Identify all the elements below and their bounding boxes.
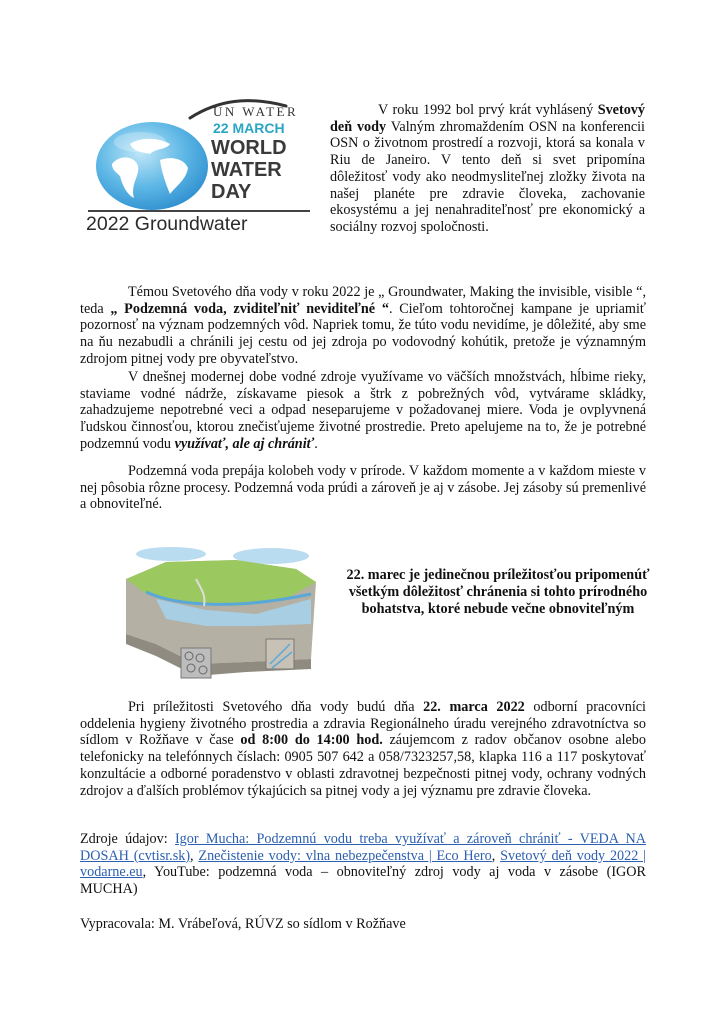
event-rest: záujemcom z radov občanov osobne alebo telefonicky na telefónnych číslach: 0905 507 642 a 058/7323257,58, klapka 116 a 117 poskytovať konzultácie a odborné poradenstvo v oblasti zdravotnej bezpečnosti pitnej vody, ochrany vodných zdrojov a ďalších problémov týkajúcich sa pitnej vody a jej významu pre zdravie človeka. <box>80 732 646 799</box>
logo-divider <box>88 210 310 212</box>
logo-day: DAY <box>211 181 252 203</box>
logo-world: WORLD <box>211 137 287 159</box>
source-link-eco-hero[interactable]: Znečistenie vody: vlna nebezpečenstva | Eco Hero <box>198 847 492 864</box>
logo-subtitle: 2022 Groundwater <box>86 213 248 235</box>
separator: , <box>190 847 199 864</box>
logo-water: WATER <box>211 159 282 181</box>
intro-lead: V roku 1992 bol prvý krát vyhlásený <box>378 102 598 118</box>
theme-paragraph <box>80 284 646 368</box>
logo-un-water: UN WATER <box>213 104 299 119</box>
author-line: Vypracovala: M. Vrábeľová, RÚVZ so sídlom v Rožňave <box>80 916 406 932</box>
separator: , <box>491 847 501 864</box>
event-time: od 8:00 do 14:00 hod. <box>240 732 383 749</box>
event-paragraph <box>80 699 646 799</box>
world-water-day-logo <box>78 94 314 244</box>
intro-bold: Svetový deň vody <box>330 102 645 135</box>
theme-lead: Témou Svetového dňa vody v roku 2022 je „ Groundwater, Making the invisible, visible “, teda <box>80 284 646 317</box>
logo-date: 22 MARCH <box>213 120 285 136</box>
sources-tail: , YouTube: podzemná voda – obnoviteľný zdroj vody aj voda v zásobe (IGOR MUCHA) <box>80 864 646 898</box>
event-date: 22. marca 2022 <box>423 699 525 715</box>
source-link-vodarne[interactable]: Svetový deň vody 2022 | vodarne.eu <box>80 847 646 881</box>
modern-end: . <box>314 435 318 452</box>
globe-icon <box>90 114 210 214</box>
theme-bold: „ Podzemná voda, zviditeľniť neviditeľné “ <box>110 300 389 317</box>
groundwater-cross-section-illustration <box>86 544 336 684</box>
source-link-cvtisr[interactable]: Igor Mucha: Podzemnú vodu treba využívať a zároveň chrániť - VEDA NA DOSAH (cvtisr.sk) <box>80 831 646 864</box>
theme-rest: . Cieľom tohtoročnej kampane je upriamiť pozornosť na význam podzemných vôd. Napriek tomu, že túto vodu nevidíme, je dôležité, aby sme na ňu nezabudli a chránili jej cestu od jej zdroja po vodovodný kohútik, pretože je významným zdrojom pitnej vody pre obyvateľstvo. <box>80 300 646 367</box>
sources-label: Zdroje údajov: <box>80 831 175 847</box>
callout-text: 22. marec je jedinečnou príležitosťou pripomenúť všetkým dôležitosť chránenia si tohto prírodného bohatstva, ktoré nebude večne obnoviteľným <box>346 567 650 617</box>
event-mid: odborní pracovníci oddelenia hygieny životného prostredia a zdravia Regionálneho úradu verejného zdravotníctva so sídlom v Rožňave v čase <box>80 699 647 749</box>
intro-paragraph <box>330 102 645 236</box>
intro-rest: Valným zhromaždením OSN na konferencii OSN o životnom prostredí a rozvoji, ktorá sa konala v Riu de Janeiro. V tento deň si svet pripomína dôležitosť vody ako neodmysliteľnej zložky života na našej planéte pre zdravie človeka, zachovanie ekosystému a jej nenahraditeľnosť pre ekonomický a sociálny rozvoj spoločnosti. <box>330 118 645 235</box>
modern-lead: V dnešnej modernej dobe vodné zdroje využívame vo väčších množstvách, hĺbime rieky, staviame vodné nádrže, získavame piesok a štrk z pobrežných vôd, vytvárame skládky, zahadzujeme nepotrebné veci a odpad neseparujeme v požadovanej miere. Voda je ovplyvnená ľudskou činnosťou, ktorou znečisťujeme životné prostredie. Preto apelujeme na to, že je potrebné podzemnú vodu <box>80 369 646 452</box>
modern-emphasis: využívať, ale aj chrániť <box>174 435 315 452</box>
sources-paragraph <box>80 831 646 898</box>
event-lead: Pri príležitosti Svetového dňa vody budú dňa <box>128 699 424 715</box>
modern-paragraph <box>80 369 646 453</box>
cycle-paragraph: Podzemná voda prepája kolobeh vody v prírode. V každom momente a v každom mieste v nej pôsobia rôzne procesy. Podzemná voda prúdi a zároveň je aj v zásobe. Jej zásoby sú premenlivé a obnoviteľné. <box>80 463 646 513</box>
